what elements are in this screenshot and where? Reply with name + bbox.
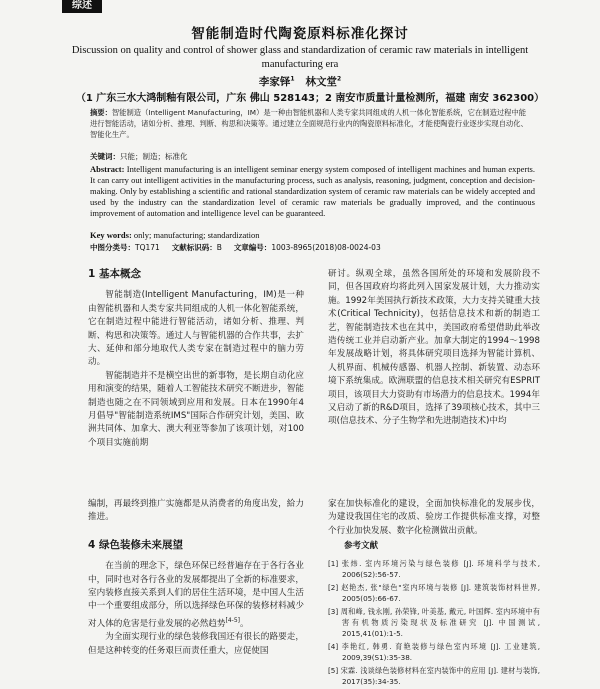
paper-title-en: Discussion on quality and control of shower glass and standardization of ceramic raw materials in intelligent manufacturing era: [71, 45, 529, 70]
author-2: 林文堂: [305, 76, 337, 88]
clc-label: 中图分类号：: [90, 243, 135, 252]
section-1-paragraph: 研讨。纵观全球，虽然各国所处的环境和发展阶段不同，但各国政府均将此列入国家发展计划，大力推动实施。1992年美国执行新技术政策，大力支持关键重大技术(Critical Technicity)，包括信息技术和新的制造工艺，智能制造技术也在其中，美国政府希望借助此举改造传统工业并启动新产业。加拿大制定的1994～1998年发展战略计划，将具体研究项目选择为智能计算机、人机界面、机械传感器、机器人控制、新装置、动态环境下系统集成。欧洲联盟的信息技术相关研究有ESPRIT项目，该项目大力资助有市场潜力的信息技术。1994年又启动了新的R&D项目，选择了39项核心技术，其中三项(信息技术、分子生物学和先进制造技术)中均: [328, 269, 540, 427]
section-continued-paragraph: 编制，再最终到推广实施都是从消费者的角度出发，給力推进。: [88, 499, 304, 523]
upper-right-column: [328, 268, 540, 429]
keywords-cn: [90, 151, 188, 162]
keywords-en-label: Key words:: [90, 230, 132, 240]
section-4-heading: 4 绿色装修未来展望: [88, 538, 183, 551]
reference-item: [1] 张炜. 室内环境污染与绿色装修 [J]. 环境科学与技术, 2006(S2):56-57.: [328, 558, 540, 579]
keywords-en: [90, 230, 260, 240]
section-tag: 综述: [62, 0, 102, 13]
upper-left-column: [88, 268, 304, 450]
reference-item: [4] 李艳红, 韩勇. 育艳装修与绿色室内环境 [J]. 工业建筑, 2009,39(S1):35-38.: [328, 641, 540, 662]
conclusion-paragraph: 家在加快标准化的建设，全面加快标准化的发展步伐，为建设我国住宅的改质、验房工作提供标准支撑，对整个行业加快发展、数字化检测做出贡献。: [328, 499, 540, 536]
paper-title-cn: 智能制造时代陶瓷原料标准化探讨: [191, 26, 409, 42]
article-id-value: 1003-8965(2018)08-0024-03: [271, 243, 381, 252]
citation-sup: [4-5]: [225, 616, 240, 624]
reference-item: [2] 赵艳杰, 张"绿色"室内环境与装修 [J]. 建筑装饰材料世界, 2005(05):66-67.: [328, 582, 540, 603]
section-4-paragraph: [88, 560, 304, 631]
keywords-en-text: only; manufacturing; standardization: [133, 230, 260, 240]
lower-right-column: [328, 498, 540, 689]
doc-code-value: B: [216, 243, 222, 252]
keywords-cn-label: 关键词：: [90, 152, 120, 161]
author-1: 李家铎: [258, 76, 291, 88]
affiliation: （1 广东三水大鸿制釉有限公司，广东 佛山 528143；2 南安市质量计量检测所，福建 南安 362300）: [75, 93, 545, 104]
author-2-sup: 2: [336, 75, 342, 83]
section-1-paragraph: 智能制造并不是横空出世的新事物，是长期自动化应用和演变的结果，随着人工智能技术研究不断进步，智能制造也随之在不同领域到应用和发展。日本在1990年4月倡导"智能制造系统IMS"国际合作研究计划，美国、欧洲共同体、加拿大、澳大利亚等参加了该项计划，对100个项目实施前期: [88, 370, 304, 448]
abstract-en: [90, 164, 535, 219]
section-4-paragraph: 为全面实现行业的绿色装修我国还有很长的路要走，但是这种转变的任务艰巨而责任重大，应促使国: [88, 632, 304, 656]
doc-code-label: 文献标识码：: [171, 243, 217, 252]
keywords-cn-text: 只能；制造；标准化: [120, 152, 188, 161]
section-1-heading: 1 基本概念: [88, 268, 141, 280]
references-heading: 参考文献: [344, 541, 379, 552]
abstract-en-text: Intelligent manufacturing is an intelligent seminar energy system composed of intelligent machines and human experts. It can carry out intelligent activities in the manufacturing process, such as analysis, reasoning, judgment, conception and decision-making. Only by establishing a scientific and rational standardization system of ceramic raw materials can be widely accepted and used by the industry can the standardization level of ceramic raw materials be gradually improved, and the continuous improvement of automation and intelligence level can be guaranteed.: [90, 164, 535, 218]
abstract-en-label: Abstract:: [90, 164, 125, 174]
clc-value: TQ171: [135, 243, 160, 252]
author-1-sup: 1: [290, 75, 295, 83]
reference-item: [5] 宋霖. 浅谈绿色装修材料在室内装饰中的应用 [J]. 建材与装饰, 2017(35):34-35.: [328, 665, 540, 686]
period: 。: [240, 618, 249, 629]
abstract-cn: [90, 107, 530, 140]
lower-left-column: [88, 498, 304, 658]
article-id-label: 文章编号：: [233, 243, 272, 252]
section-1-paragraph: 智能制造(Intelligent Manufacturing，IM)是一种由智能机器和人类专家共同组成的人机一体化智能系统，它在制造过程中能进行智能活动，诸如分析、推理、判断、构思和决策等。通过人与智能机器的合作共事，去扩大、延伸和部分地取代人类专家在制造过程中的脑力劳动。: [88, 290, 304, 368]
author-line: [0, 74, 600, 89]
section-4-paragraph-text: 在当前的理念下，绿色环保已经普遍存在于各行各业中，同时也对各行各业的发展都提出了全新的标准要求，室内装修直接关系到人们的居住生活环境，是中国人生活中一个重要组成部分，所以选择绿色环保的装修材料减少对人体的危害是行业发展的必然趋势: [88, 561, 304, 629]
abstract-cn-text: 智能制造（Intelligent Manufacturing，IM）是一种由智能机器和人类专家共同组成的人机一体化智能系统，它在制造过程中能进行智能活动，诸如分析、推理、判断、构思和决策等。通过建立全面规范行业内的陶瓷原料标准化，才能使陶瓷行业逐步实现自动化、智能化生产。: [90, 108, 528, 139]
classification-line: [90, 242, 381, 253]
abstract-cn-label: 摘要：: [90, 108, 112, 117]
reference-item: [3] 周和峰, 钱永刚, 孙荣锋, 叶美基, 戴元, 叶国辉. 室内环境中有害有机物质污染现状及标准研究 [J]. 中国测试, 2015,41(01):1-5.: [328, 606, 540, 638]
reference-list: [328, 558, 540, 687]
